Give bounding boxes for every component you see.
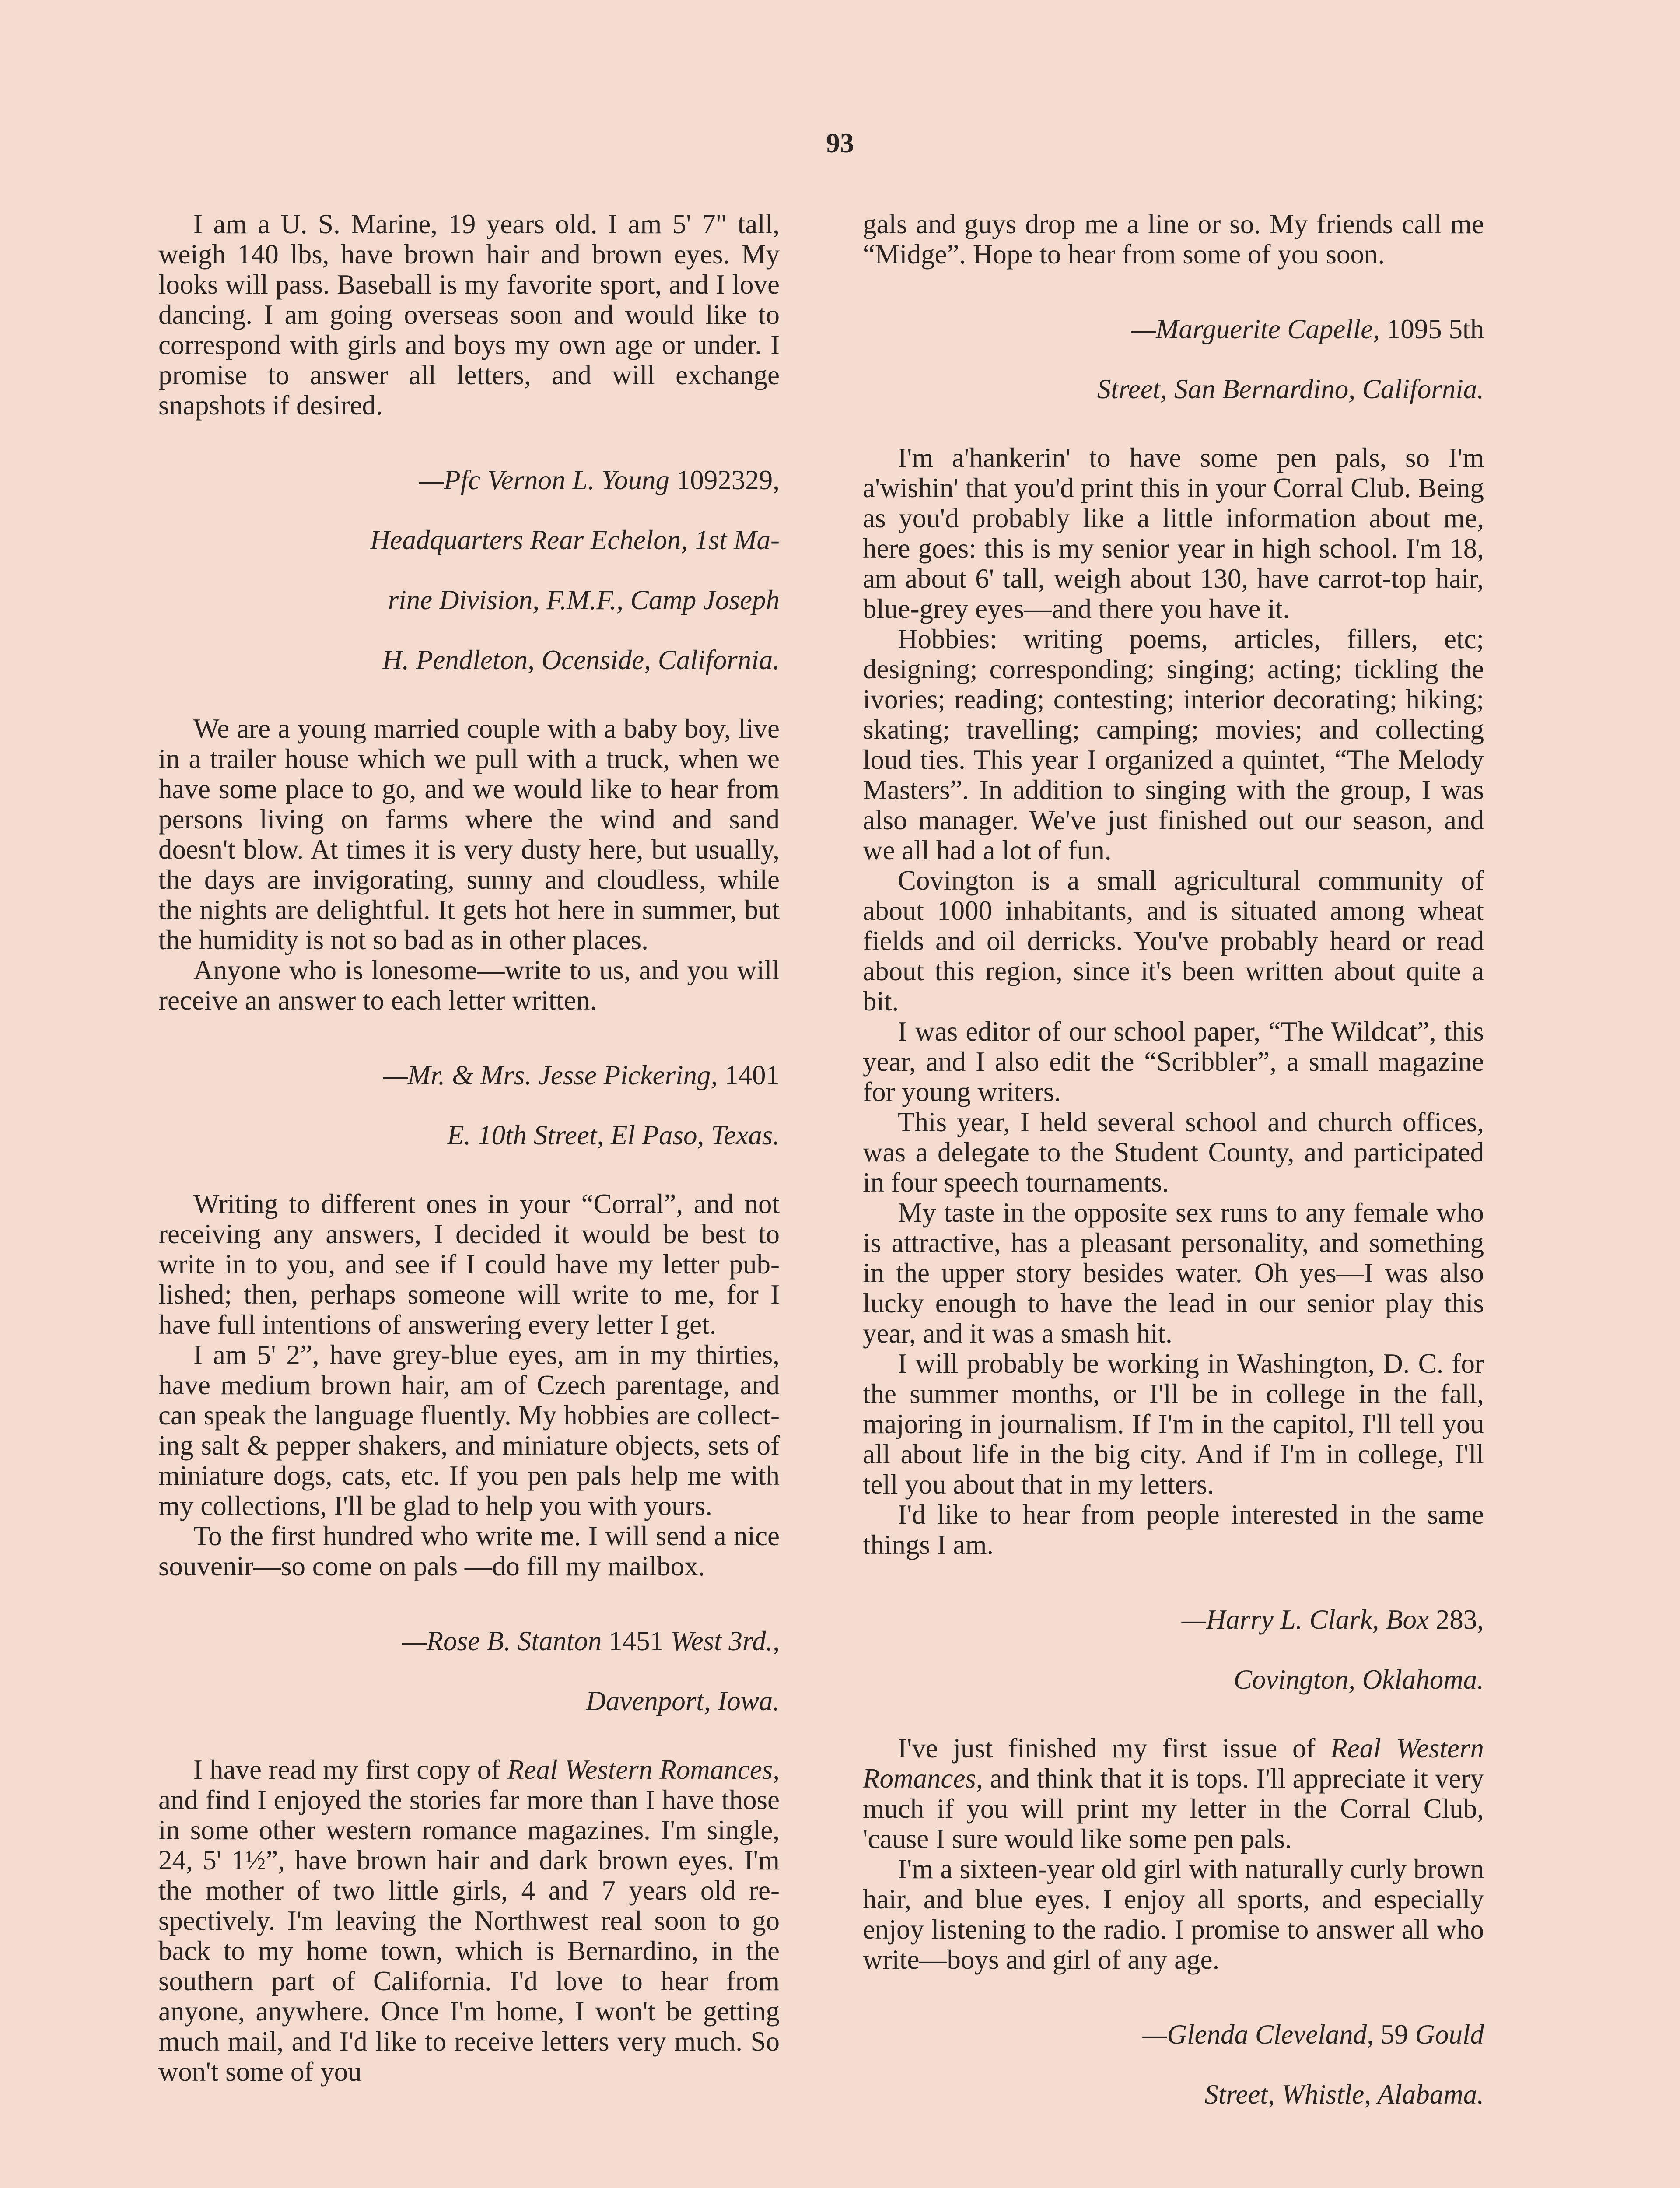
signature-address: H. Pendleton, Ocenside, California. xyxy=(382,645,780,675)
signature-block xyxy=(158,1045,780,1165)
signature-address: Street, Whistle, Alabama. xyxy=(1204,2079,1484,2110)
letter-paragraph xyxy=(863,1733,1484,1854)
letter-paragraph: I am 5' 2”, have grey-blue eyes, am in my thirties, have medium brown hair, am of Czech parentage, and can speak the language fluently. My hobbies are collecting salt & pepper shakers, and miniature objects, sets of miniature dogs, cats, etc. If you pen pals help me with my collections, I'll be glad to help you with yours. xyxy=(158,1339,780,1521)
letter-paragraph: Anyone who is lonesome—write to us, and you will receive an answer to each letter written. xyxy=(158,955,780,1016)
signature-street: West 3rd., xyxy=(670,1626,780,1656)
signature-name: —Marguerite Capelle, xyxy=(1131,314,1380,344)
right-column xyxy=(863,209,1484,2148)
magazine-title: Real Western Romances, xyxy=(863,1733,1484,1794)
signature-block xyxy=(863,299,1484,419)
magazine-title: Real Western Romances, xyxy=(507,1754,780,1785)
signature-number: 1095 5th xyxy=(1379,314,1484,344)
letter-paragraph: We are a young married couple with a baby boy, live in a trailer house which we pull with a truck, when we have some place to go, and we would like to hear from persons living on farms where the wind and sand doesn't blow. At times it is very dusty here, but usually, the days are invigorating, sunny and cloudless, while the nights are delightful. It gets hot here in summer, but the humidity is not so bad as in other places. xyxy=(158,713,780,955)
page-number: 93 xyxy=(826,127,854,158)
signature-block xyxy=(863,2005,1484,2125)
letter-paragraph: I'm a'hankerin' to have some pen pals, so I'm a'wishin' that you'd print this in your Corral Club. Being as you'd probably like a little information about me, here goes: this is my senior year in high school. I'm 18, am about 6' tall, weigh about 130, have carrot-top hair, blue-grey eyes—and there you have it. xyxy=(863,442,1484,624)
signature-name: —Mr. & Mrs. Jesse Pickering, xyxy=(383,1060,718,1090)
letter-paragraph: My taste in the opposite sex runs to any female who is attractive, has a pleasant personality, and something in the upper story besides water. Oh yes—I was also lucky enough to have the lead in our senior play this year, and it was a smash hit. xyxy=(863,1197,1484,1349)
letter-paragraph: I was editor of our school paper, “The Wildcat”, this year, and I also edit the “Scribbler”, a small magazine for young writers. xyxy=(863,1016,1484,1107)
signature-name: —Glenda Cleveland, xyxy=(1142,2019,1374,2050)
left-column xyxy=(158,209,780,2087)
letter-paragraph: gals and guys drop me a line or so. My friends call me “Midge”. Hope to hear from some of you soon. xyxy=(863,209,1484,270)
signature-address: Headquarters Rear Echelon, 1st Ma- xyxy=(370,525,780,555)
signature-block xyxy=(863,1590,1484,1710)
signature-address: Street, San Bernardino, California. xyxy=(1097,374,1484,404)
letter-paragraph xyxy=(158,1755,780,2087)
letter-paragraph: I am a U. S. Marine, 19 years old. I am 5' 7" tall, weigh 140 lbs, have brown hair and brown eyes. My looks will pass. Baseball is my favorite sport, and I love dancing. I am going overseas soon and would like to correspond with girls and boys my own age or under. I promise to answer all letters, and will exchange snapshots if desired. xyxy=(158,209,780,421)
signature-name: —Rose B. Stanton xyxy=(402,1626,602,1656)
signature-number: 283, xyxy=(1429,1604,1484,1635)
signature-address: Covington, Oklahoma. xyxy=(1233,1664,1484,1695)
signature-block xyxy=(158,1611,780,1731)
signature-number: 59 xyxy=(1374,2019,1415,2050)
text-run: and think that it is tops. I'll appreciate it very much if you will print my letter in the Corral Club, 'cause I sure would like some pen pals. xyxy=(863,1763,1484,1854)
signature-number: 1401 xyxy=(718,1060,780,1090)
signature-street: Gould xyxy=(1415,2019,1484,2050)
letter-paragraph: To the first hundred who write me. I will send a nice souvenir—so come on pals —do fill my mailbox. xyxy=(158,1521,780,1581)
text-run: and find I enjoyed the stories far more than I have those in some other western romance magazines. I'm single, 24, 5' 1½”, have brown hair and dark brown eyes. I'm the mother of two little girls, 4 and 7 years old respectively. I'm leaving the Northwest real soon to go back to my home town, which is Bernardino, in the southern part of California. I'd love to hear from anyone, anywhere. Once I'm home, I won't be getting much mail, and I'd like to receive letters very much. So won't some of you xyxy=(158,1785,780,2087)
letter-paragraph: I'd like to hear from people interested in the same things I am. xyxy=(863,1499,1484,1560)
signature-address: E. 10th Street, El Paso, Texas. xyxy=(447,1120,780,1150)
signature-number: 1451 xyxy=(602,1626,671,1656)
letter-paragraph: Covington is a small agricultural community of about 1000 inhabitants, and is situated among wheat fields and oil derricks. You've probably heard or read about this region, since it's been written about quite a bit. xyxy=(863,865,1484,1017)
text-run: I have read my first copy of xyxy=(193,1754,508,1785)
letter-paragraph: Hobbies: writing poems, articles, fillers, etc; designing; corresponding; singing; acting; tickling the ivories; reading; contesting; interior decorating; hiking; skating; travelling; camping; movies; and collecting loud ties. This year I organized a quintet, “The Melody Masters”. In addition to singing with the group, I was also manager. We've just finished out our season, and we all had a lot of fun. xyxy=(863,624,1484,866)
signature-name: —Pfc Vernon L. Young xyxy=(419,465,669,495)
signature-number: 1092329, xyxy=(669,465,780,495)
signature-address: Davenport, Iowa. xyxy=(586,1686,780,1716)
signature-address: rine Division, F.M.F., Camp Joseph xyxy=(388,585,780,615)
letter-paragraph: I will probably be working in Washington, D. C. for the summer months, or I'll be in college in the fall, majoring in journalism. If I'm in the capitol, I'll tell you all about life in the big city. And if I'm in college, I'll tell you about that in my letters. xyxy=(863,1348,1484,1500)
letter-paragraph: This year, I held several school and church offices, was a delegate to the Student County, and participated in four speech tournaments. xyxy=(863,1107,1484,1198)
signature-block xyxy=(158,450,780,690)
letter-paragraph: Writing to different ones in your “Corral”, and not receiving any answers, I decided it would be best to write in to you, and see if I could have my letter published; then, perhaps someone will write to me, for I have full intentions of answering every letter I get. xyxy=(158,1189,780,1340)
text-run: I've just finished my first issue of xyxy=(898,1733,1331,1764)
signature-name: —Harry L. Clark, Box xyxy=(1181,1604,1429,1635)
letter-paragraph: I'm a sixteen-year old girl with naturally curly brown hair, and blue eyes. I enjoy all sports, and especially enjoy listening to the radio. I promise to answer all who write—boys and girl of any age. xyxy=(863,1854,1484,1975)
